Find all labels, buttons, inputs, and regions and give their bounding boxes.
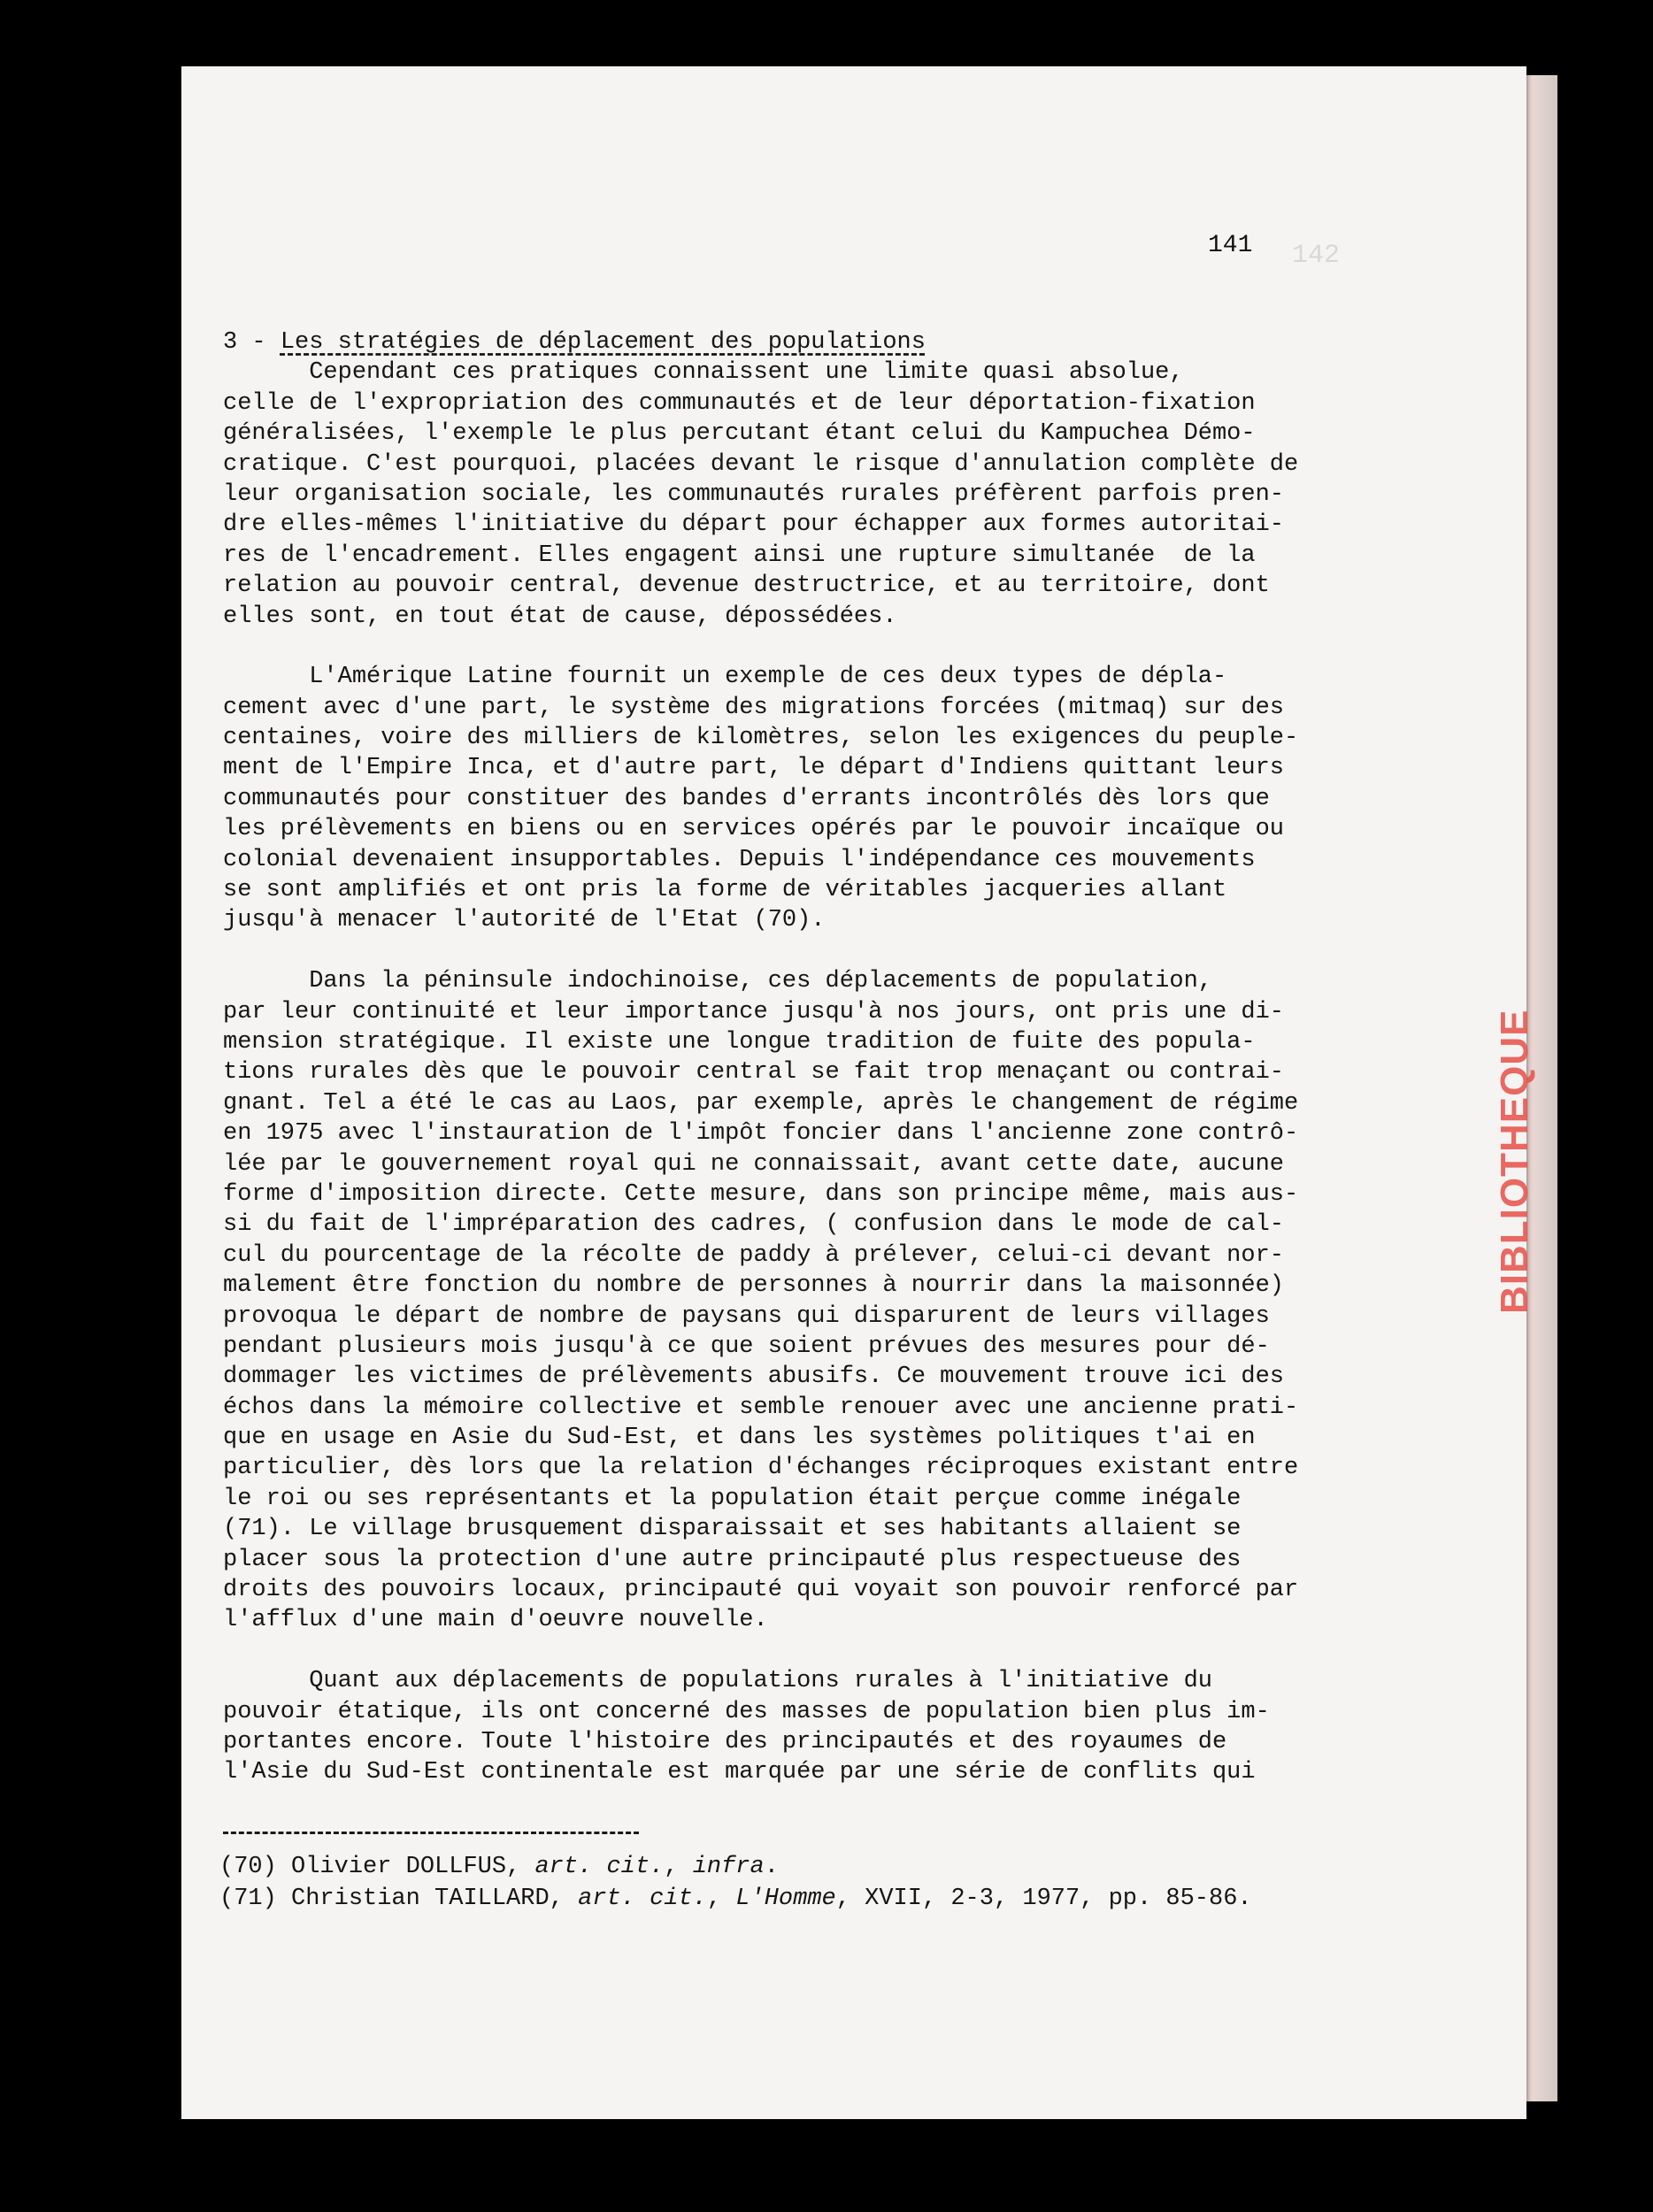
- text-line: dre elles-mêmes l'initiative du départ pour échapper aux formes autoritai-: [223, 511, 1284, 539]
- text-line: Cependant ces pratiques connaissent une limite quasi absolue,: [223, 359, 1184, 387]
- library-stamp: [1482, 1009, 1536, 1323]
- text-line: forme d'imposition directe. Cette mesure, dans son principe même, mais aus-: [223, 1180, 1299, 1208]
- text-line: généralisées, l'exemple le plus percutant étant celui du Kampuchea Démo-: [223, 420, 1256, 448]
- footnote-italic: art. cit.: [578, 1886, 707, 1912]
- text-line: les prélèvements en biens ou en services opérés par le pouvoir incaïque ou: [223, 816, 1284, 843]
- footnotes: [219, 1851, 1370, 1915]
- footnote-italic: L'Homme: [735, 1886, 836, 1912]
- main-text: [223, 327, 1320, 1788]
- text-line: pendant plusieurs mois jusqu'à ce que soient prévues des mesures pour dé-: [223, 1333, 1270, 1360]
- text-line: colonial devenaient insupportables. Depuis l'indépendance ces mouvements: [223, 846, 1256, 873]
- text-line: dommager les victimes de prélèvements abusifs. Ce mouvement trouve ici des: [223, 1363, 1284, 1391]
- footnote-italic: art. cit.: [534, 1854, 665, 1880]
- text-line: elles sont, en tout état de cause, dépossédées.: [223, 603, 897, 630]
- heading-title: Les stratégies de déplacement des populations: [280, 329, 926, 356]
- footnote-text: ,: [664, 1854, 693, 1880]
- footnote-71: [219, 1883, 1370, 1915]
- text-line: celle de l'expropriation des communautés et de leur déportation-fixation: [223, 389, 1256, 417]
- footnote-70: [219, 1851, 1370, 1883]
- footnote-italic: infra: [692, 1854, 765, 1880]
- text-line: que en usage en Asie du Sud-Est, et dans les systèmes politiques t'ai en: [223, 1425, 1256, 1452]
- footnote-text: (71) Christian TAILLARD,: [219, 1886, 579, 1912]
- text-line: L'Amérique Latine fournit un exemple de ces deux types de dépla-: [223, 664, 1227, 691]
- text-line: mension stratégique. Il existe une longue tradition de fuite des popula-: [223, 1028, 1256, 1056]
- text-line: relation au pouvoir central, devenue destructrice, et au territoire, dont: [223, 572, 1270, 600]
- page-number: 141: [1208, 232, 1253, 259]
- bleed-through-page-number: 142: [1292, 241, 1341, 271]
- text-line: Quant aux déplacements de populations rurales à l'initiative du: [223, 1668, 1212, 1695]
- text-line: cul du pourcentage de la récolte de paddy à prélever, celui-ci devant nor-: [223, 1241, 1284, 1269]
- text-line: pouvoir étatique, ils ont concerné des masses de population bien plus im-: [223, 1698, 1270, 1725]
- paragraph-2: [223, 662, 1320, 936]
- text-line: si du fait de l'impréparation des cadres, ( confusion dans le mode de cal-: [223, 1211, 1284, 1239]
- text-line: gnant. Tel a été le cas au Laos, par exemple, après le changement de régime: [223, 1089, 1299, 1117]
- text-line: ment de l'Empire Inca, et d'autre part, le départ d'Indiens quittant leurs: [223, 755, 1284, 782]
- text-line: le roi ou ses représentants et la population était perçue comme inégale: [223, 1485, 1242, 1512]
- section-heading: [223, 327, 1320, 357]
- text-line: cratique. C'est pourquoi, placées devant le risque d'annulation complète de: [223, 450, 1299, 478]
- text-line: particulier, dès lors que la relation d'échanges réciproques existant entre: [223, 1455, 1299, 1482]
- text-line: communautés pour constituer des bandes d'errants incontrôlés dès lors que: [223, 785, 1270, 812]
- text-line: tions rurales dès que le pouvoir central se fait trop menaçant ou contrai-: [223, 1059, 1284, 1087]
- text-line: l'afflux d'une main d'oeuvre nouvelle.: [223, 1607, 768, 1634]
- text-line: portantes encore. Toute l'histoire des principautés et des royaumes de: [223, 1728, 1227, 1755]
- text-line: par leur continuité et leur importance jusqu'à nos jours, ont pris une di-: [223, 998, 1284, 1025]
- text-line: droits des pouvoirs locaux, principauté qui voyait son pouvoir renforcé par: [223, 1577, 1299, 1604]
- footnote-text: , XVII, 2-3, 1977, pp. 85-86.: [835, 1886, 1252, 1912]
- text-line: malement être fonction du nombre de personnes à nourrir dans la maisonnée): [223, 1272, 1284, 1300]
- text-line: (71). Le village brusquement disparaissait et ses habitants allaient se: [223, 1516, 1242, 1543]
- text-line: en 1975 avec l'instauration de l'impôt foncier dans l'ancienne zone contrô-: [223, 1120, 1299, 1148]
- stamp-text: BIBLIOTHEQUE: [1493, 1009, 1536, 1314]
- paragraph-1: [223, 357, 1320, 632]
- text-line: se sont amplifiés et ont pris la forme de véritables jacqueries allant: [223, 877, 1227, 904]
- text-line: centaines, voire des milliers de kilomètres, selon les exigences du peuple-: [223, 725, 1299, 752]
- text-line: leur organisation sociale, les communautés rurales préfèrent parfois pren-: [223, 480, 1284, 508]
- text-line: res de l'encadrement. Elles engagent ainsi une rupture simultanée de la: [223, 541, 1256, 569]
- text-line: placer sous la protection d'une autre principauté plus respectueuse des: [223, 1546, 1242, 1573]
- text-line: cement avec d'une part, le système des migrations forcées (mitmaq) sur des: [223, 694, 1284, 721]
- text-line: l'Asie du Sud-Est continentale est marquée par une série de conflits qui: [223, 1759, 1256, 1786]
- text-line: jusqu'à menacer l'autorité de l'Etat (70).: [223, 907, 826, 934]
- heading-number: 3 -: [223, 329, 266, 356]
- paragraph-3: [223, 966, 1320, 1636]
- text-line: Dans la péninsule indochinoise, ces déplacements de population,: [223, 968, 1212, 995]
- footnote-text: ,: [706, 1886, 736, 1912]
- text-line: provoqua le départ de nombre de paysans qui disparurent de leurs villages: [223, 1302, 1270, 1330]
- footnote-text: (70) Olivier DOLLFUS,: [219, 1854, 535, 1880]
- paragraph-4: [223, 1666, 1320, 1788]
- footnote-text: .: [764, 1854, 779, 1880]
- text-line: échos dans la mémoire collective et semble renouer avec une ancienne prati-: [223, 1394, 1299, 1421]
- text-line: lée par le gouvernement royal qui ne connaissait, avant cette date, aucune: [223, 1150, 1284, 1178]
- footnote-separator: [223, 1832, 639, 1834]
